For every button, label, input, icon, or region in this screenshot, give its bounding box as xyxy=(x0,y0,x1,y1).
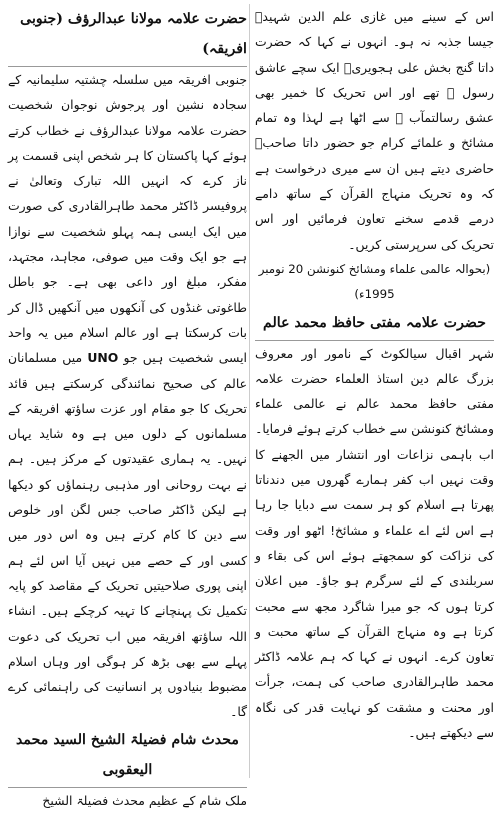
left-column xyxy=(8,4,247,808)
section-heading-muhammad-al-yaqoubi: محدث شام فضیلۃ الشیخ السید محمد الیعقوبی xyxy=(8,725,247,788)
left-paragraph-1 xyxy=(8,67,247,725)
citation: (بحوالہ عالمی علماء ومشائخ کنونشن 20 نومبر 1995ء) xyxy=(258,261,491,302)
section-heading-abdul-rauf: حضرت علامہ مولانا عبدالرؤف (جنوبی افریقہ) xyxy=(8,4,247,67)
right-column xyxy=(255,4,494,782)
column-divider xyxy=(249,4,250,778)
left-paragraph-1-continued: میں مسلمانان عالم کی صحیح نمائندگی کرسکتے ہیں قائد تحریک کا جو مقام اور عزت ساؤتھ افریقہ کے مسلمانوں کے دلوں میں ہے وہ شاید یہاں نہیں۔ یہ ہماری عقیدتوں کے مرکز ہیں۔ ہم نے بہت روحانی اور مذہبی رہنماؤں کو دیکھا ہے لیکن ڈاکٹر صاحب جس لگن اور خلوص سے دین کا کام کرتے ہیں وہ اس دور میں کسی اور کے حصے میں نہیں آیا اس لئے ہم اپنی پوری صلاحیتیں تحریک کے مقاصد کو پایہ تکمیل تک پہنچانے کا تہیہ کرچکے ہیں۔ انشاء اللہ ساؤتھ افریقہ میں اب تحریک کی دعوت پہلے سے بھی بڑھ کر ہوگی اور وہاں اسلام مضبوط بنیادوں پر انسانیت کی راہنمائی کرے گا۔ xyxy=(8,350,247,720)
left-paragraph-1-text: جنوبی افریقہ میں سلسلہ چشتیہ سلیمانیہ کے سجادہ نشین اور پرجوش نوجوان شخصیت حضرت علامہ مولانا عبدالرؤف نے خطاب کرتے ہوئے کہا پاکستان کا ہر شخص اپنی قسمت پر ناز کرے کہ انہیں اللہ تبارک وتعالیٰ نے پروفیسر ڈاکٹر محمد طاہرالقادری کی صورت میں ایک ایسی ہمہ پہلو شخصیت سے نوازا ہے جو ایک وقت میں صوفی، مجاہد، مجتہد، مفکر، مبلغ اور داعی بھی ہے۔ جو باطل طاغوتی غنڈوں کی آنکھوں میں آنکھیں ڈال کر بات کرسکتا ہے اور عالم اسلام میں یہ واحد ایسی شخصیت ہیں جو xyxy=(8,72,247,366)
right-paragraph-1: اس کے سینے میں غازی علم الدین شہیدؒ جیسا جذبہ نہ ہو۔ انہوں نے کہا کہ حضرت داتا گنج بخش علی ہجویریؒ ایک سچے عاشق رسول ﷺ تھے اور اس تحریک کا خمیر بھی عشق رسالتمآب ﷺ سے اٹھا ہے لہذا وہ تمام مشائخ و علمائے کرام جو حضور داتا صاحبؒ حاضری دیتے ہیں ان سے میری درخواست ہے کہ وہ تحریک منہاج القرآن کے ساتھ دامے درمے قدمے سخنے تعاون فرمائیں اور اس تحریک کی سرپرستی کریں۔ xyxy=(255,9,494,252)
section-heading-mufti-hafiz-muhammad-alam: حضرت علامہ مفتی حافظ محمد عالم xyxy=(255,308,494,341)
uno-label: UNO xyxy=(87,350,119,366)
right-paragraph-3: اب باہمی نزاعات اور انتشار میں الجھنے کا وقت نہیں اب کفر ہمارے گھروں میں دندناتا پھرتا ہے اسلام کو ہر سمت سے دبایا جا رہا ہے اس لئے اے علماء و مشائخ! اٹھو اور وقت کی نزاکت کو سمجھتے ہوئے اس کی بقاء و سربلندی کے لئے سرگرم ہو جاؤ۔ میں اعلان کرتا ہوں کہ جو میرا شاگرد مجھ سے محبت کرتا ہے وہ منہاج القرآن کے ساتھ محبت و تعاون کرے۔ انہوں نے کہا کہ ہم علامہ ڈاکٹر محمد طاہرالقادری صاحب کی ہمت، جرأت اور محنت و مشقت کو نہایت قدر کی نگاہ سے دیکھتے ہیں۔ xyxy=(255,446,494,741)
left-paragraph-2: ملک شام کے عظیم محدث فضیلۃ الشیخ xyxy=(42,792,247,808)
right-paragraph-2: شہر اقبال سیالکوٹ کے نامور اور معروف بزرگ عالم دین استاذ العلماء حضرت علامہ مفتی حافظ محمد عالم نے عالمی علماء ومشائخ کنونشن سے خطاب کرتے ہوئے فرمایا۔ xyxy=(255,345,494,437)
